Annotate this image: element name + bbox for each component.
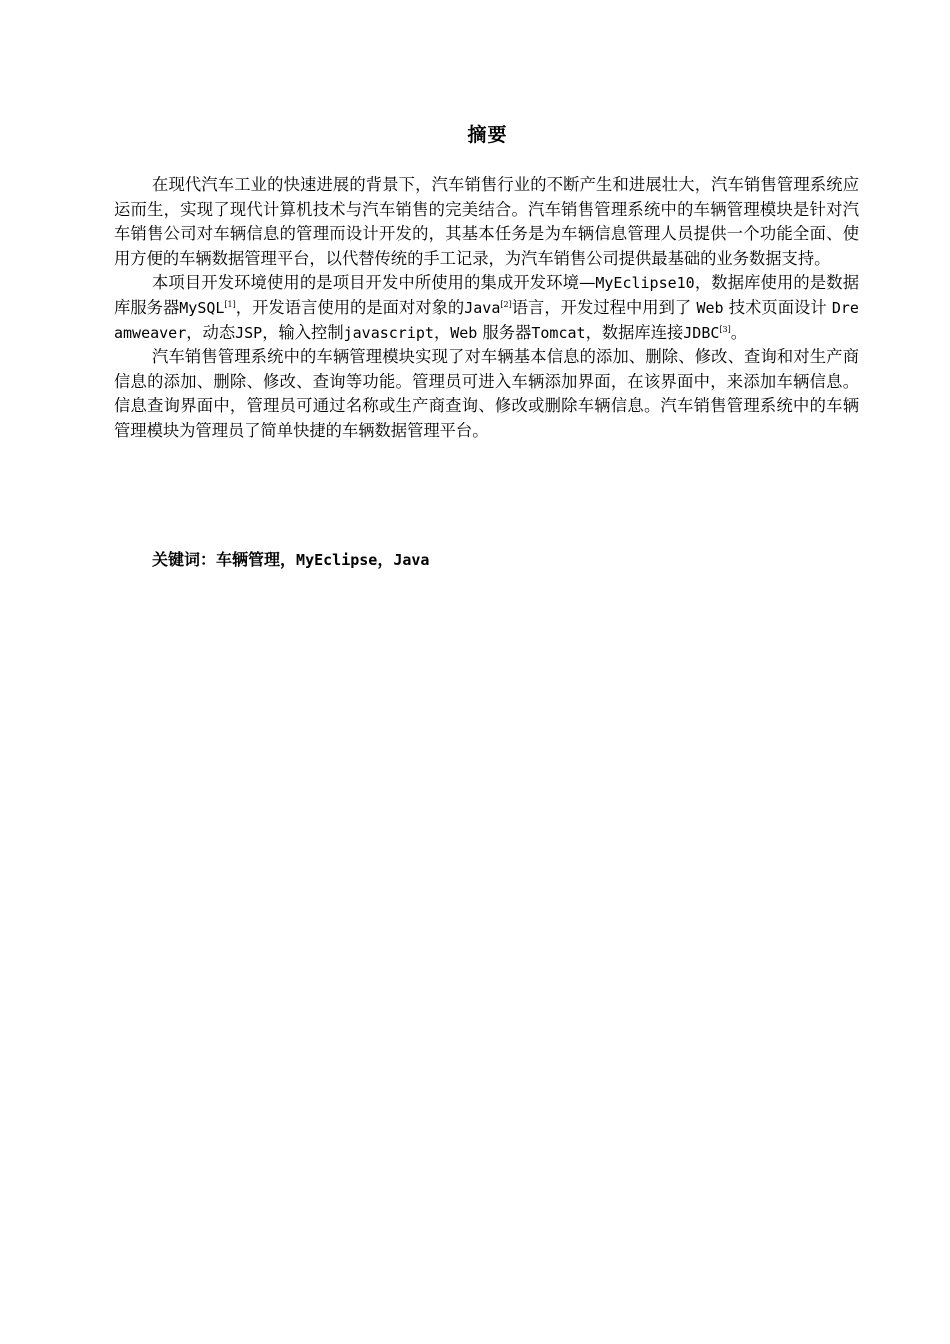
abstract-paragraph-1: 在现代汽车工业的快速进展的背景下，汽车销售行业的不断产生和进展壮大，汽车销售管理系统应运而生，实现了现代计算机技术与汽车销售的完美结合。汽车销售管理系统中的车辆管理模块是针对汽车销售公司对车辆信息的管理而设计开发的，其基本任务是为车辆信息管理人员提供一个功能全面、使用方便的车辆数据管理平台，以代替传统的手工记录，为汽车销售公司提供最基础的业务数据支持。	[114, 175, 859, 268]
p2-javascript: javascript	[343, 323, 434, 342]
p2-text-2: ，数据库使用的是数据库服务器	[114, 273, 859, 317]
p2-ide-name: MyEclipse10	[595, 274, 695, 293]
abstract-paragraph-2	[114, 271, 859, 345]
keywords-label: 关键词：	[152, 550, 217, 569]
abstract-title: 摘要	[467, 124, 508, 146]
p2-lang-name: Java	[464, 298, 501, 317]
p2-text-5: 技术页面设计	[728, 297, 827, 317]
abstract-body	[114, 173, 859, 444]
p2-text-9: 服务器	[482, 322, 532, 342]
p2-web-server-term: Web	[450, 323, 478, 342]
p2-text-7: ，输入控制	[262, 322, 344, 342]
p2-text-10: ，数据库连接	[585, 322, 684, 342]
citation-ref-2: [2]	[500, 299, 512, 309]
keywords-line	[152, 548, 429, 572]
p2-web-term: Web	[696, 298, 724, 317]
keyword-3: Java	[393, 551, 430, 569]
citation-ref-1: [1]	[224, 299, 236, 309]
p2-text-1: 本项目开发环境使用的是项目开发中所使用的集成开发环境—	[152, 273, 596, 293]
citation-ref-3: [3]	[719, 324, 731, 334]
p2-tomcat: Tomcat	[531, 323, 586, 342]
p2-jsp: JSP	[235, 323, 263, 342]
abstract-paragraph-3: 汽车销售管理系统中的车辆管理模块实现了对车辆基本信息的添加、删除、修改、查询和对生产商信息的添加、删除、修改、查询等功能。管理员可进入车辆添加界面，在该界面中，来添加车辆信息。信息查询界面中，管理员可通过名称或生产商查询、修改或删除车辆信息。汽车销售管理系统中的车辆管理模块为管理员了简单快捷的车辆数据管理平台。	[114, 347, 859, 440]
keyword-separator-1: ，	[280, 550, 297, 569]
p2-text-4: 语言，开发过程中用到了	[511, 297, 692, 317]
p2-text-3: ，开发语言使用的是面对对象的	[235, 297, 465, 317]
keyword-2: MyEclipse	[296, 551, 378, 569]
keyword-separator-2: ，	[377, 550, 394, 569]
p2-text-6: ，动态	[186, 322, 236, 342]
p2-text-11: 。	[730, 322, 748, 342]
keyword-1: 车辆管理	[216, 550, 281, 569]
p2-jdbc: JDBC	[683, 323, 720, 342]
p2-text-8: ，	[433, 322, 451, 342]
p2-dreamweaver: Dreamweaver	[114, 298, 859, 342]
p2-db-name: MySQL	[179, 298, 225, 317]
